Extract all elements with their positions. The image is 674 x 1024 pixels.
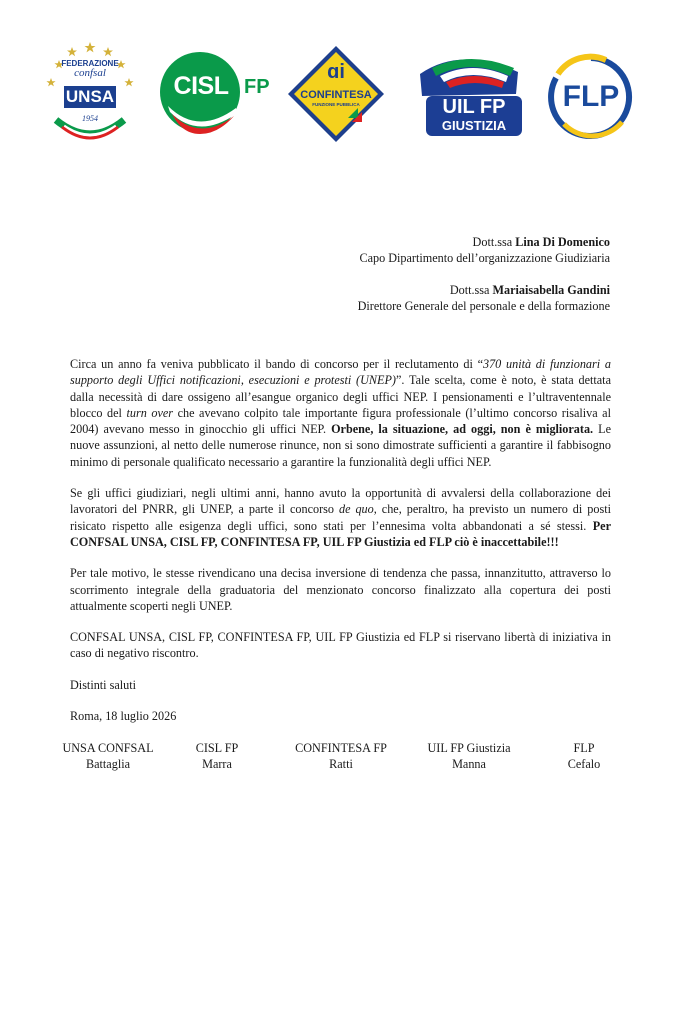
signature-name: Cefalo [567,757,601,771]
signature-name: Manna [452,757,486,771]
place-date: Roma, 18 luglio 2026 [70,709,177,724]
signature-org: UNSA CONFSAL [62,741,154,755]
letter-body [70,356,611,739]
signature-cisl [152,740,282,772]
signature-org: UIL FP Giustizia [427,741,511,755]
closing-salutation: Distinti saluti [70,677,137,692]
paragraph-2: Se gli uffici giudiziari, negli ultimi anni, hanno avuto la opportunità di avvalersi della collaborazione dei lavoratori del PNRR, gli UNEP, a parte il concorso de quo, che, peraltro, ha previsto un numero di posti risicato rispetto alle esigenza degli uffici, sono stati per l’ennesima volta abbandonati a sé stessi. Per CONFSAL UNSA, CISL FP, CONFINTESA FP, UIL FP Giustizia ed FLP ciò è inaccettabile!!! [70,486,611,549]
uil-giustizia-text: GIUSTIZIA [441,118,507,133]
uil-fp-giustizia-logo [410,52,528,138]
recipient-2-name: Mariaisabella Gandini [492,283,610,297]
unsa-federazione-text: FEDERAZIONE [61,59,119,68]
signature-org: CISL FP [195,741,239,755]
recipient-2-role: Direttore Generale del personale e della formazione [357,299,610,313]
logo-bar [38,38,638,148]
signature-uil [404,740,534,772]
confintesa-text: CONFINTESA [300,89,372,101]
signature-name: Battaglia [86,757,130,771]
recipient-2-title: Dott.ssa [449,283,493,297]
flp-logo [546,52,636,142]
svg-text:ɑi: ɑi [327,61,345,83]
unsa-year-text: 1954 [82,114,98,123]
signature-name: Marra [202,757,232,771]
unsa-text: UNSA [65,87,115,106]
recipient-1-name: Lina Di Domenico [515,235,610,249]
flp-text: FLP [562,80,620,113]
cisl-text: CISL [173,72,229,100]
cisl-fp-logo [158,50,278,134]
recipient-1-role: Capo Dipartimento dell’organizzazione Giudiziaria [359,251,610,265]
recipient-1-title: Dott.ssa [472,235,516,249]
recipient-block-2 [358,282,610,314]
paragraph-4: CONFSAL UNSA, CISL FP, CONFINTESA FP, UIL FP Giustizia ed FLP si riservano libertà di iniziativa in caso di negativo riscontro. [70,630,611,661]
signature-flp [519,740,649,772]
recipient-1-name-line [359,234,610,250]
confintesa-sub-text: FUNZIONE PUBBLICA [312,102,360,107]
signature-name: Ratti [329,757,353,771]
confintesa-logo [286,44,386,144]
recipient-2-name-line [358,282,610,298]
paragraph-3: Per tale motivo, le stesse rivendicano una decisa inversione di tendenza che passa, innanzitutto, attraverso lo scorrimento integrale della graduatoria del menzionato concorso finalizzato alla copertura dei posti attualmente scoperti negli UNEP. [70,566,611,613]
cisl-fp-text: FP [244,76,270,98]
signature-org: FLP [573,741,595,755]
signature-confintesa [276,740,406,772]
paragraph-1: Circa un anno fa veniva pubblicato il bando di concorso per il reclutamento di “370 unità di funzionari a supporto degli Uffici notificazioni, esecuzioni e protesti (UNEP)”. Tale scelta, come è noto, è stata dettata dalla necessità di dare ossigeno all’esangue organico degli uffici NEP. I pensionamenti e l’ultraventennale blocco del turn over che avevano colpito tale importante figura professionale (l’ultimo concorso risaliva al 2004) avevano messo in ginocchio gli uffici NEP. Orbene, la situazione, ad oggi, non è migliorata. Le nuove assunzioni, al netto delle numerose rinunce, non si sono dimostrate sufficienti a garantire il fabbisogno minimo di personale qualificato necessario a garantire la funzionalità degli uffici NEP. [70,357,611,469]
signature-org: CONFINTESA FP [295,741,387,755]
uil-fp-text: UIL FP [442,96,506,118]
unsa-confsal-text: confsal [74,67,106,79]
unsa-logo [42,40,138,144]
recipient-block-1 [359,234,610,266]
